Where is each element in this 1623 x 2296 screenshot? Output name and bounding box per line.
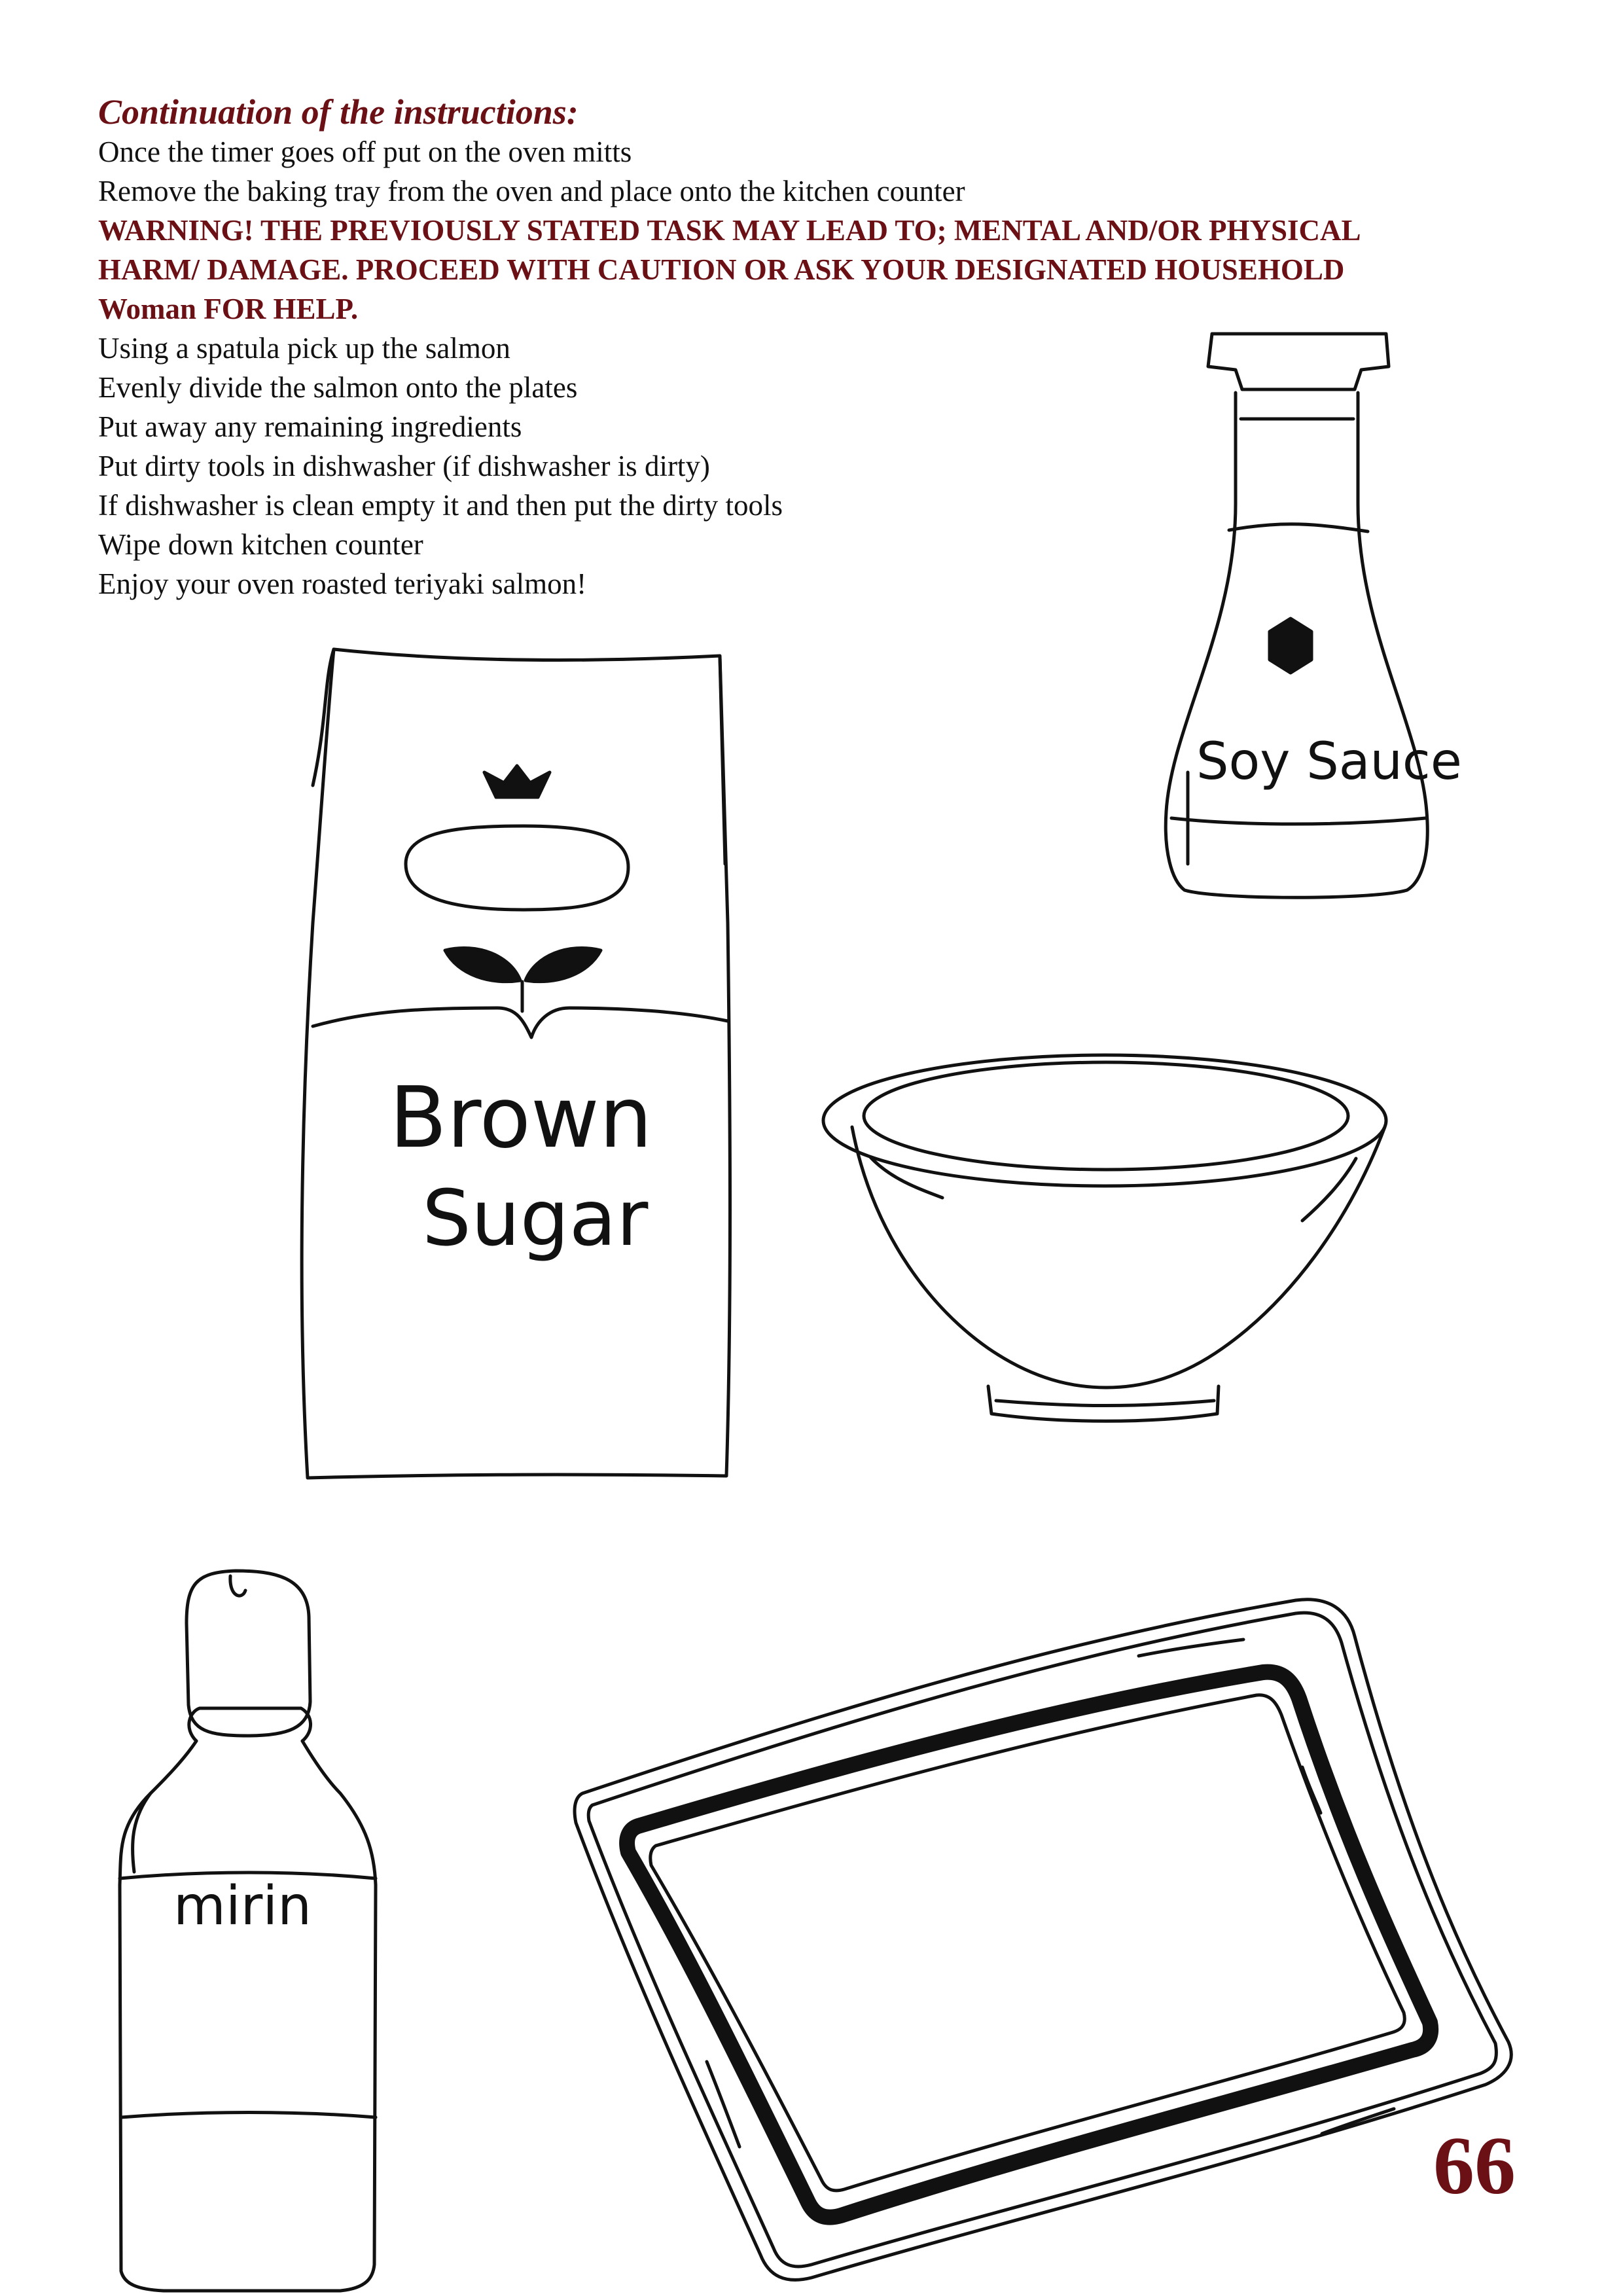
brown-sugar-label-line1: Brown [389, 1069, 652, 1167]
step-line: If dishwasher is clean empty it and then put the dirty tools [98, 489, 783, 522]
soy-sauce-label: Soy Sauce [1196, 732, 1462, 791]
step-line: Enjoy your oven roasted teriyaki salmon! [98, 567, 587, 600]
baking-tray-icon [575, 1600, 1511, 2280]
step-line: Once the timer goes off put on the oven mitts [98, 135, 632, 168]
brown-sugar-label-line2: Sugar [422, 1173, 649, 1263]
warning-line: Woman FOR HELP. [98, 293, 359, 325]
mirin-label: mirin [173, 1875, 312, 1937]
warning-line: WARNING! THE PREVIOUSLY STATED TASK MAY LEAD TO; MENTAL AND/OR PHYSICAL [98, 214, 1361, 247]
step-line: Put away any remaining ingredients [98, 410, 522, 443]
hexagon-icon [1270, 619, 1311, 673]
warning-line: HARM/ DAMAGE. PROCEED WITH CAUTION OR ASK YOUR DESIGNATED HOUSEHOLD [98, 253, 1345, 286]
soy-sauce-bottle-icon [1166, 334, 1427, 897]
page-number: 66 [1433, 2121, 1516, 2212]
step-line: Using a spatula pick up the salmon [98, 332, 510, 365]
crown-icon [484, 766, 550, 797]
step-line: Wipe down kitchen counter [98, 528, 423, 561]
step-line: Evenly divide the salmon onto the plates [98, 371, 578, 404]
instructions-heading: Continuation of the instructions: [98, 92, 579, 132]
brown-sugar-bag-icon [302, 649, 730, 1478]
step-line: Remove the baking tray from the oven and place onto the kitchen counter [98, 175, 965, 207]
bowl-icon [823, 1055, 1386, 1421]
step-line: Put dirty tools in dishwasher (if dishwasher is dirty) [98, 450, 710, 482]
